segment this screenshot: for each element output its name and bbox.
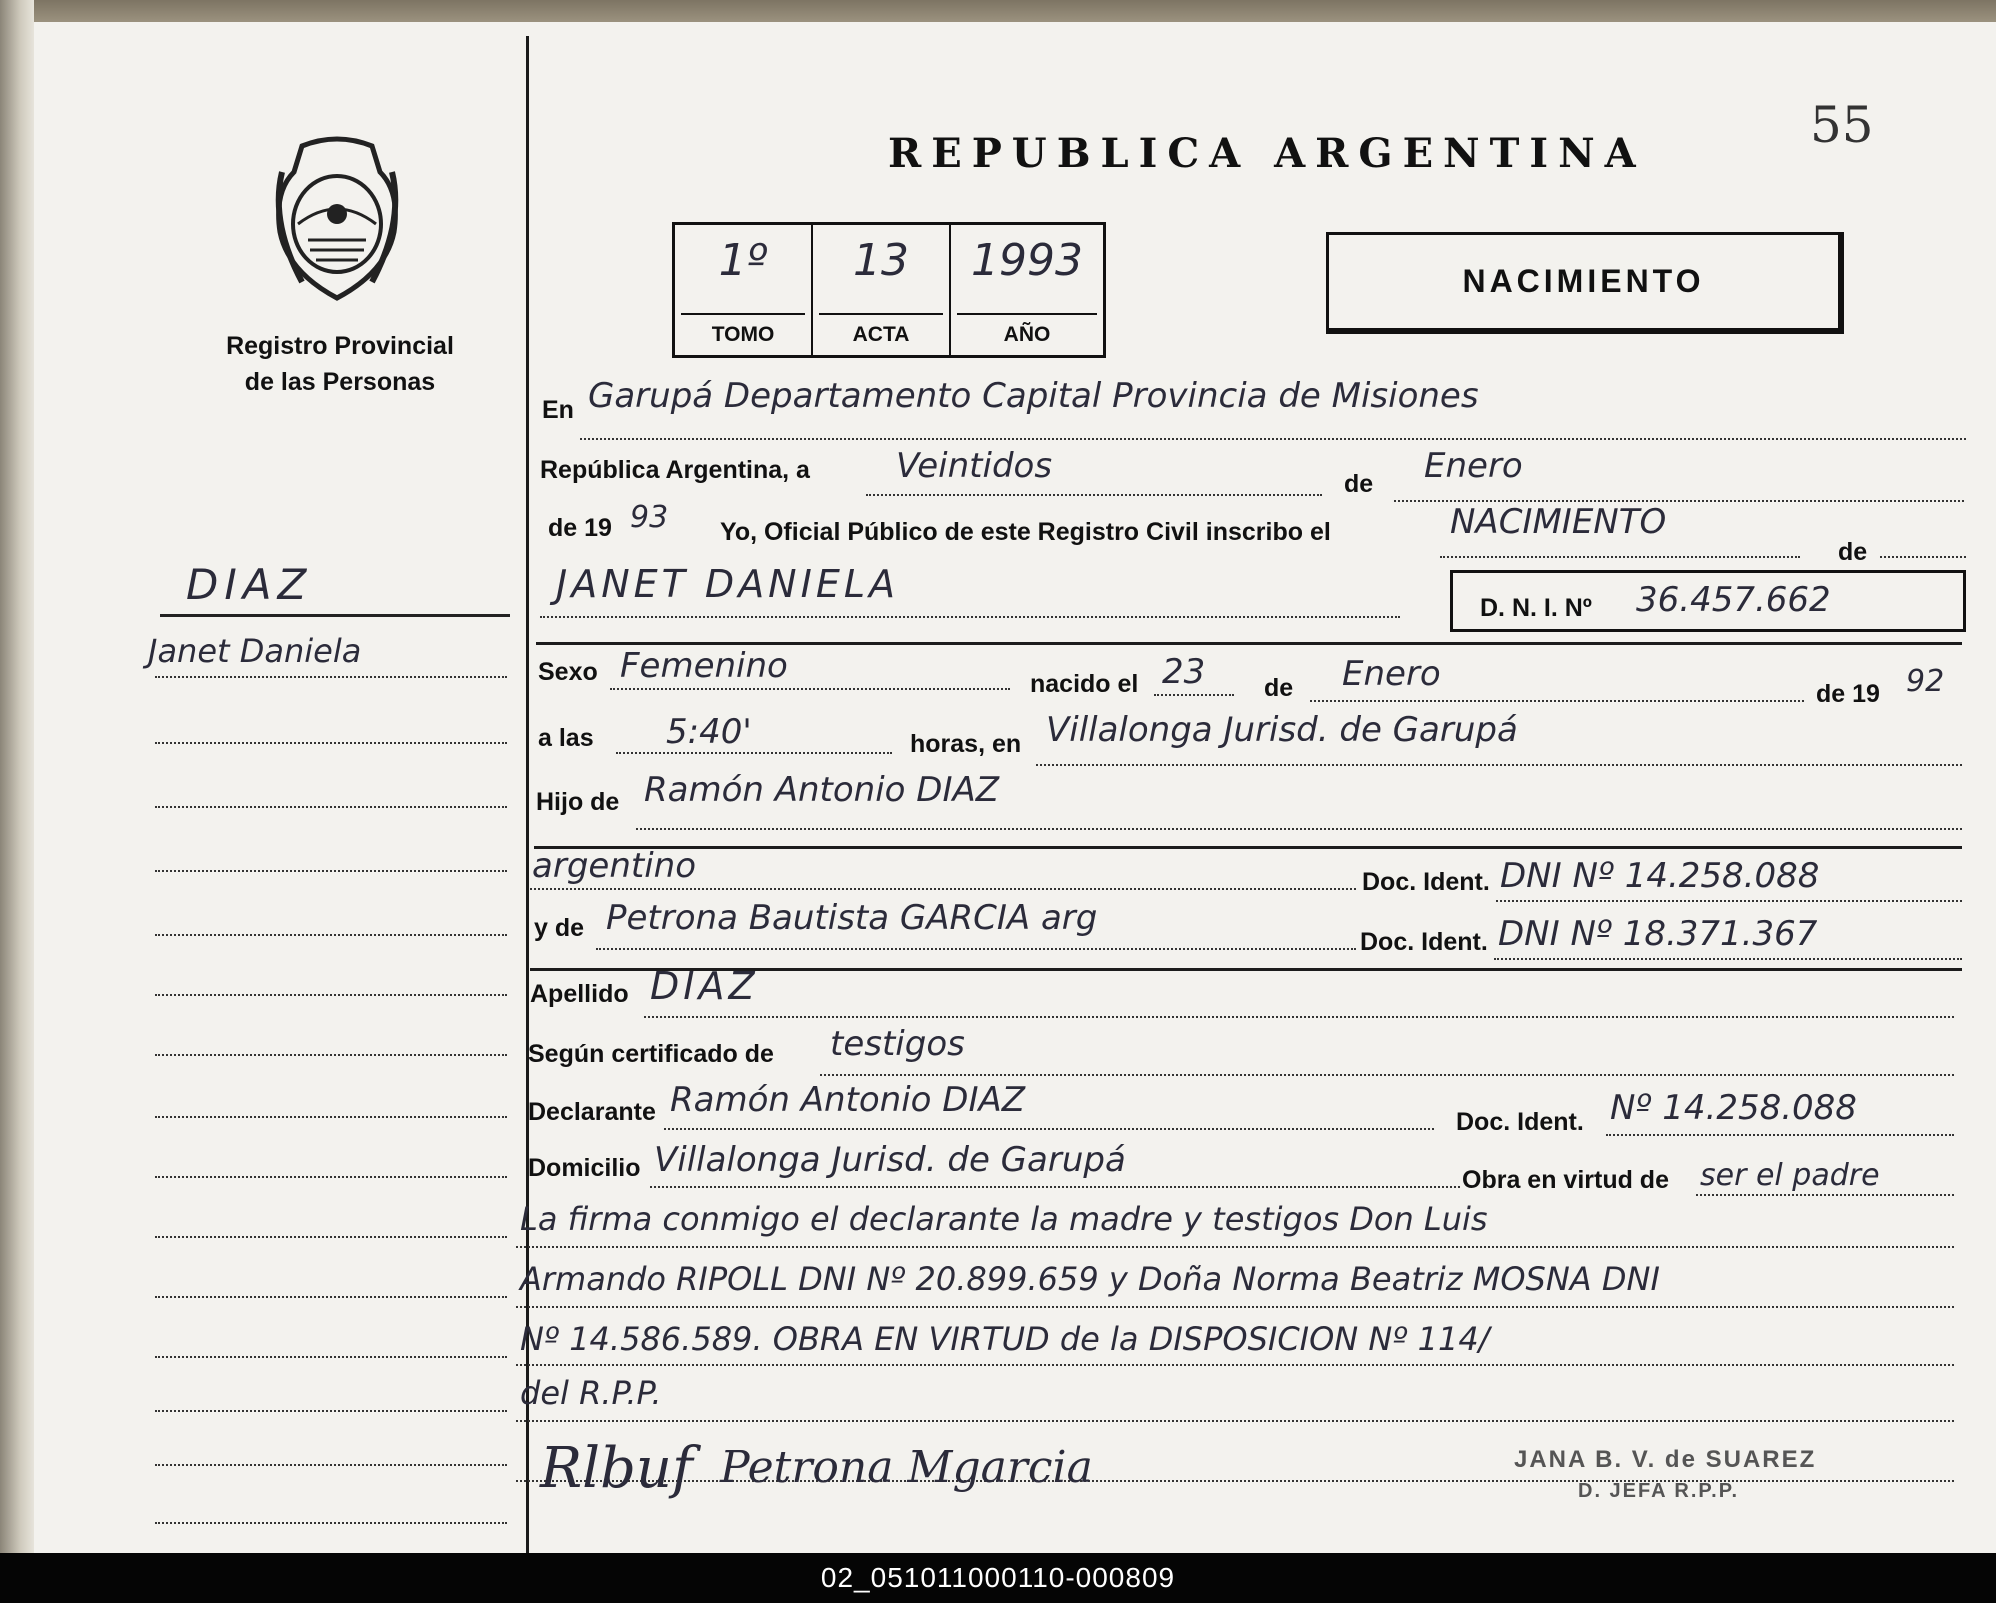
margin-given-names: Janet Daniela <box>148 632 362 670</box>
margin-dotted-line <box>155 1236 507 1238</box>
anio-rule <box>957 313 1097 315</box>
anio-label: AÑO <box>1003 323 1051 346</box>
signature-2: Petrona Mgarcia <box>720 1442 1093 1493</box>
child-name-line <box>540 616 1400 618</box>
provincial-seal-icon <box>262 132 412 304</box>
acta-label: ACTA <box>852 323 910 346</box>
day-line <box>866 494 1322 496</box>
margin-surname: DIAZ <box>186 560 313 609</box>
tomo-rule <box>681 313 805 315</box>
acta-rule <box>819 313 943 315</box>
margin-rule <box>160 614 510 617</box>
obra-line <box>1696 1194 1954 1196</box>
margin-dotted-line <box>155 1356 507 1358</box>
certificado-label: Según certificado de <box>528 1040 774 1068</box>
sexo-label: Sexo <box>538 658 598 686</box>
spine-edge <box>0 0 34 1553</box>
page-title: REPUBLICA ARGENTINA <box>888 130 1646 177</box>
signature-1: Rlbuf <box>540 1436 693 1501</box>
hora-label: a las <box>538 724 594 752</box>
note-line: Nº 14.586.589. OBRA EN VIRTUD de la DISPOSICION Nº 114/ <box>520 1320 1490 1358</box>
note-line: La firma conmigo el declarante la madre y testigos Don Luis <box>520 1200 1488 1238</box>
anio-value: 1993 <box>971 235 1083 286</box>
dni-value: 36.457.662 <box>1636 580 1831 620</box>
day-written-value: Veintidos <box>896 446 1053 486</box>
declarante-value: Ramón Antonio DIAZ <box>670 1080 1026 1120</box>
mother-doc-value: DNI Nº 18.371.367 <box>1498 914 1818 954</box>
anio-cell <box>951 225 1103 355</box>
father-name-value: Ramón Antonio DIAZ <box>644 770 1000 810</box>
declarante-doc-value: Nº 14.258.088 <box>1610 1088 1857 1128</box>
domicilio-line <box>650 1186 1460 1188</box>
obra-value: ser el padre <box>1700 1158 1880 1193</box>
section-rule <box>536 642 1962 645</box>
hora-line <box>616 752 892 754</box>
apellido-value: DIAZ <box>650 964 759 1008</box>
de-label-2: de <box>1838 538 1868 566</box>
de-label-3: de <box>1264 674 1294 702</box>
doc-label-3: Doc. Ident. <box>1456 1108 1584 1136</box>
sexo-value: Femenino <box>620 646 788 686</box>
certificado-value: testigos <box>830 1024 965 1064</box>
margin-dotted-line <box>155 1464 507 1466</box>
birth-day-line <box>1154 694 1234 696</box>
mother-doc-line <box>1494 958 1962 960</box>
father-nationality-value: argentino <box>532 846 696 886</box>
act-line <box>1440 556 1800 558</box>
birth-day-value: 23 <box>1162 652 1206 692</box>
hijo-label: Hijo de <box>536 788 620 816</box>
note-line: Armando RIPOLL DNI Nº 20.899.659 y Doña Norma Beatriz MOSNA DNI <box>520 1260 1660 1298</box>
margin-dotted-line <box>155 742 507 744</box>
birth-month-value: Enero <box>1342 654 1441 694</box>
year-suffix-value: 93 <box>630 500 669 535</box>
record-number-box <box>672 222 1106 358</box>
mother-name-value: Petrona Bautista GARCIA arg <box>606 898 1098 938</box>
birth-year-prefix-label: de 19 <box>1816 680 1880 708</box>
birth-year-suffix-value: 92 <box>1906 664 1945 699</box>
dni-label: D. N. I. Nº <box>1480 594 1592 622</box>
note-rule <box>516 1246 1954 1248</box>
apellido-label: Apellido <box>530 980 629 1008</box>
en-label: En <box>542 396 574 424</box>
republica-label: República Argentina, a <box>540 456 810 484</box>
margin-dotted-line <box>155 870 507 872</box>
de-line <box>1880 556 1966 558</box>
domicilio-label: Domicilio <box>528 1154 641 1182</box>
birth-place-value: Villalonga Jurisd. de Garupá <box>1046 710 1518 750</box>
note-rule <box>516 1420 1954 1422</box>
margin-dotted-line <box>155 806 507 808</box>
note-rule <box>516 1306 1954 1308</box>
registry-line-1: Registro Provincial <box>226 332 454 360</box>
domicilio-value: Villalonga Jurisd. de Garupá <box>654 1140 1126 1180</box>
margin-dotted-line <box>155 1410 507 1412</box>
official-stamp-line-1: JANA B. V. de SUAREZ <box>1514 1446 1817 1473</box>
doc-label-1: Doc. Ident. <box>1362 868 1490 896</box>
note-rule <box>516 1364 1954 1366</box>
tomo-label: TOMO <box>711 323 775 346</box>
margin-dotted-line <box>155 934 507 936</box>
certificado-line <box>820 1074 1954 1076</box>
doc-label-2: Doc. Ident. <box>1360 928 1488 956</box>
place-line <box>580 438 1966 440</box>
year-prefix-label: de 19 <box>548 514 612 542</box>
child-name-value: JANET DANIELA <box>556 562 899 606</box>
place-value: Garupá Departamento Capital Provincia de Misiones <box>588 376 1479 416</box>
declarante-label: Declarante <box>528 1098 656 1126</box>
margin-dotted-line <box>155 1054 507 1056</box>
note-line: del R.P.P. <box>520 1374 662 1412</box>
father-name-line <box>636 828 1962 830</box>
margin-dotted-line <box>155 676 507 678</box>
horas-en-label: horas, en <box>910 730 1022 758</box>
declarante-doc-line <box>1606 1134 1954 1136</box>
registry-label <box>190 328 490 400</box>
tomo-value: 1º <box>718 235 768 286</box>
acta-value: 13 <box>853 235 909 286</box>
section-rule <box>534 846 1962 849</box>
birth-month-line <box>1310 700 1804 702</box>
act-type-box: NACIMIENTO <box>1326 232 1844 334</box>
margin-dotted-line <box>155 1296 507 1298</box>
footer-id: 02_051011000110-000809 <box>820 1562 1176 1593</box>
y-de-label: y de <box>534 914 585 942</box>
act-written-value: NACIMIENTO <box>1450 502 1667 542</box>
margin-dotted-line <box>155 994 507 996</box>
acta-cell <box>813 225 951 355</box>
margin-dotted-line <box>155 1522 507 1524</box>
page-number: 55 <box>1810 96 1874 154</box>
month-written-value: Enero <box>1424 446 1523 486</box>
official-stamp-line-2: D. JEFA R.P.P. <box>1578 1480 1740 1502</box>
declarante-line <box>664 1128 1434 1130</box>
mother-name-line <box>596 948 1356 950</box>
nacido-label: nacido el <box>1030 670 1139 698</box>
statement-label: Yo, Oficial Público de este Registro Civil inscribo el <box>720 518 1331 546</box>
de-label-1: de <box>1344 470 1374 498</box>
footer-id-bar <box>0 1553 1996 1603</box>
hora-value: 5:40' <box>666 712 752 752</box>
margin-dotted-line <box>155 1176 507 1178</box>
father-nationality-line <box>530 888 1356 890</box>
sexo-line <box>610 688 1010 690</box>
father-doc-line <box>1496 900 1962 902</box>
registry-line-2: de las Personas <box>244 368 436 396</box>
birth-place-line <box>1036 764 1962 766</box>
tomo-cell <box>675 225 813 355</box>
margin-dotted-line <box>155 1116 507 1118</box>
father-doc-value: DNI Nº 14.258.088 <box>1500 856 1820 896</box>
apellido-line <box>644 1016 1954 1018</box>
obra-label: Obra en virtud de <box>1462 1166 1669 1194</box>
